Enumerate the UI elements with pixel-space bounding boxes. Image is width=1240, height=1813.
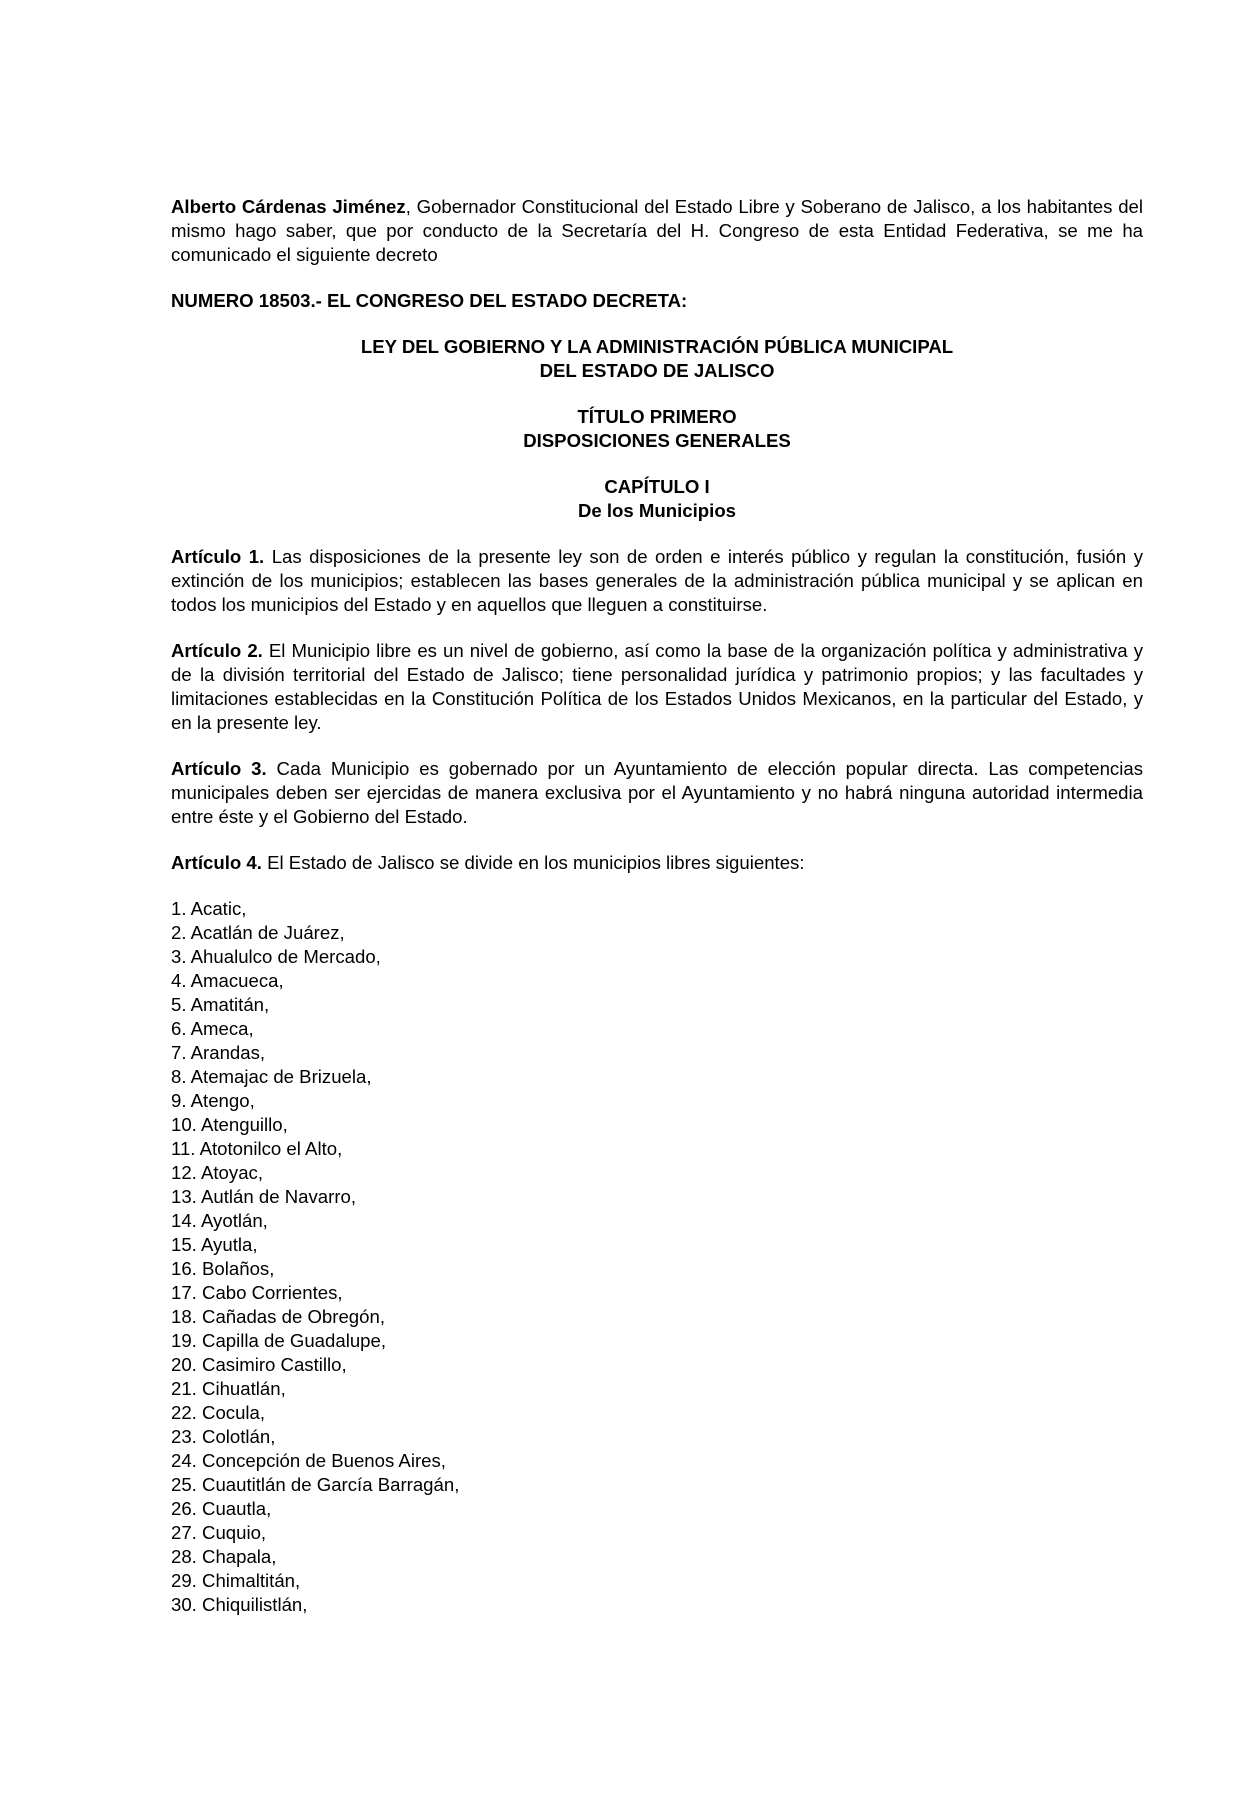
article-1 <box>171 545 1143 617</box>
municipality-item: 4. Amacueca, <box>171 970 284 991</box>
titulo-heading <box>171 405 1143 453</box>
municipality-item: 6. Ameca, <box>171 1018 254 1039</box>
municipality-item: 23. Colotlán, <box>171 1426 276 1447</box>
capitulo-heading <box>171 475 1143 523</box>
municipality-item: 16. Bolaños, <box>171 1258 275 1279</box>
article-label: Artículo 3. <box>171 758 267 779</box>
article-text: Las disposiciones de la presente ley son de orden e interés público y regulan la constitución, fusión y extinción de los municipios; establecen las bases generales de la administración pública municipal y se aplican en todos los municipios del Estado y en aquellos que lleguen a constituirse. <box>171 546 1143 615</box>
municipality-item: 15. Ayutla, <box>171 1234 258 1255</box>
article-3 <box>171 757 1143 829</box>
municipality-item: 28. Chapala, <box>171 1546 277 1567</box>
article-label: Artículo 1. <box>171 546 265 567</box>
governor-name: Alberto Cárdenas Jiménez <box>171 196 406 217</box>
municipality-item: 1. Acatic, <box>171 898 247 919</box>
article-text: El Municipio libre es un nivel de gobierno, así como la base de la organización política y administrativa y de la división territorial del Estado de Jalisco; tiene personalidad jurídica y patrimonio propios; y las facultades y limitaciones establecidas en la Constitución Política de los Estados Unidos Mexicanos, en la particular del Estado, y en la presente ley. <box>171 640 1143 733</box>
intro-paragraph <box>171 195 1143 267</box>
article-2 <box>171 639 1143 735</box>
law-title-line-1: LEY DEL GOBIERNO Y LA ADMINISTRACIÓN PÚBLICA MUNICIPAL <box>360 336 954 357</box>
intro-text: , Gobernador Constitucional del Estado Libre y Soberano de Jalisco, a los habitantes del mismo hago saber, que por conducto de la Secretaría del H. Congreso de esta Entidad Federativa, se me ha comunicado el siguiente decreto <box>171 196 1144 265</box>
titulo-line-1: TÍTULO PRIMERO <box>577 406 737 427</box>
municipality-item: 22. Cocula, <box>171 1402 266 1423</box>
article-4 <box>171 851 1143 875</box>
municipality-list <box>171 897 1143 1617</box>
municipality-item: 24. Concepción de Buenos Aires, <box>171 1450 446 1471</box>
law-title <box>171 335 1143 383</box>
titulo-line-2: DISPOSICIONES GENERALES <box>523 430 791 451</box>
municipality-item: 26. Cuautla, <box>171 1498 272 1519</box>
municipality-item: 3. Ahualulco de Mercado, <box>171 946 381 967</box>
decree-number: NUMERO 18503.- EL CONGRESO DEL ESTADO DECRETA: <box>171 290 688 311</box>
municipality-item: 17. Cabo Corrientes, <box>171 1282 343 1303</box>
law-title-line-2: DEL ESTADO DE JALISCO <box>539 360 775 381</box>
article-text: Cada Municipio es gobernado por un Ayuntamiento de elección popular directa. Las competencias municipales deben ser ejercidas de manera exclusiva por el Ayuntamiento y no habrá ninguna autoridad intermedia entre éste y el Gobierno del Estado. <box>171 758 1143 827</box>
municipality-item: 30. Chiquilistlán, <box>171 1594 308 1615</box>
municipality-item: 19. Capilla de Guadalupe, <box>171 1330 387 1351</box>
capitulo-line-2: De los Municipios <box>577 500 737 521</box>
capitulo-line-1: CAPÍTULO I <box>604 476 710 497</box>
article-label: Artículo 4. <box>171 852 262 873</box>
municipality-item: 18. Cañadas de Obregón, <box>171 1306 385 1327</box>
article-label: Artículo 2. <box>171 640 263 661</box>
municipality-item: 9. Atengo, <box>171 1090 255 1111</box>
municipality-item: 5. Amatitán, <box>171 994 270 1015</box>
municipality-item: 7. Arandas, <box>171 1042 266 1063</box>
municipality-item: 21. Cihuatlán, <box>171 1378 286 1399</box>
municipality-item: 10. Atenguillo, <box>171 1114 288 1135</box>
municipality-item: 29. Chimaltitán, <box>171 1570 301 1591</box>
document-page <box>171 195 1143 1617</box>
municipality-item: 13. Autlán de Navarro, <box>171 1186 357 1207</box>
municipality-item: 2. Acatlán de Juárez, <box>171 922 345 943</box>
municipality-item: 25. Cuautitlán de García Barragán, <box>171 1474 460 1495</box>
article-text: El Estado de Jalisco se divide en los municipios libres siguientes: <box>261 852 805 873</box>
municipality-item: 27. Cuquio, <box>171 1522 267 1543</box>
municipality-item: 20. Casimiro Castillo, <box>171 1354 347 1375</box>
municipality-item: 11. Atotonilco el Alto, <box>171 1138 343 1159</box>
municipality-item: 8. Atemajac de Brizuela, <box>171 1066 372 1087</box>
municipality-item: 14. Ayotlán, <box>171 1210 268 1231</box>
municipality-item: 12. Atoyac, <box>171 1162 263 1183</box>
